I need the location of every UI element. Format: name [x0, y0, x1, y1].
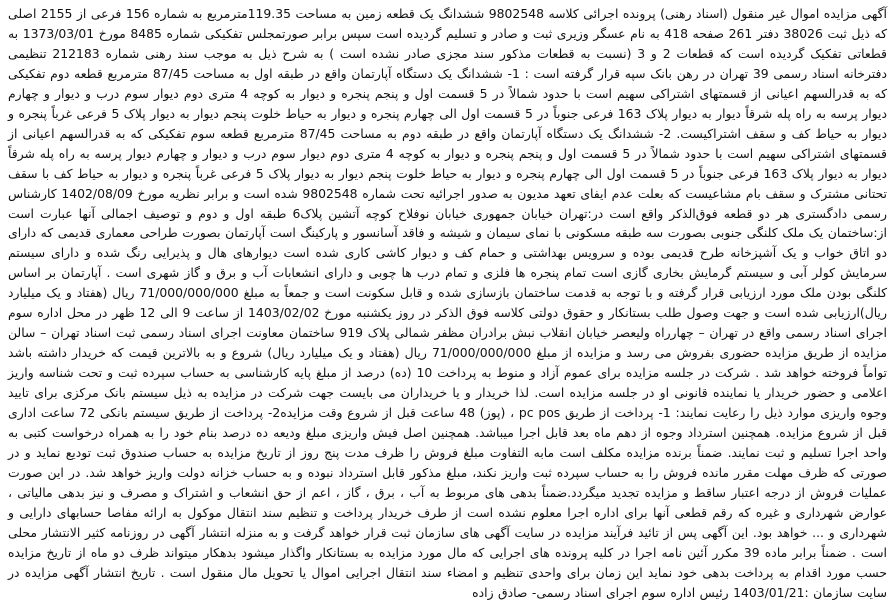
auction-notice-text: آگهی مزایده اموال غیر منقول (اسناد رهنی) پرونده اجرائی کلاسه 9802548 ششدانگ یک قطعه زمین به مساحت 119.35مترمربع به شماره 156 فرعی از 2155 اصلی که ذیل ثبت 38026 دفتر 261 صفحه 418 به نام عسگر وزیری ثبت و صادر و تسلیم گردیده است سپس برابر صورتمجلس تفکیکی شماره 8485 مورخ 1373/03/01 به قطعاتی تفکیک گردیده است که قطعات 2 و 3 (نسبت به قطعات مذکور سند مجزی صادر نشده است ) به شرح ذیل به موجب سند رهنی شماره 212183 تنظیمی دفترخانه اسناد رسمی 39 تهران در رهن بانک سپه قرار گرفته است : 1- ششدانگ یک دستگاه آپارتمان واقع در طبقه اول به مساحت 87/45 مترمربع قطعه دوم تفکیکی که به قدرالسهم اعیانی از قسمتهای اشتراکی سهیم است با حدود شمالاً در 5 قسمت اول و پنجم پنجره و دیوار به کوچه 4 متری دوم دیوار سوم درب و دیوار و چهارم دیوار پرسه به راه پله شرقاً دیوار به دیوار پلاک 163 فرعی جنوباً در 5 قسمت اول الی چهارم پنجره و دیوار به حیاط خلوت پنجم دیوار به دیوار پلاک 5 فرعی غرباً پنجره و دیوار به حیاط کف و سقف اشتراکیست. 2- ششدانگ یک دستگاه آپارتمان واقع در طبقه دوم به مساحت 87/45 مترمربع قطعه سوم تفکیکی که به قدرالسهم اعیانی از قسمتهای اشتراکی سهیم است با حدود شمالاً در 5 قسمت اول و پنجم پنجره و دیوار به کوچه 4 متری دوم دیوار سوم درب و دیوار و چهارم دیوار پرسه به راه پله شرقاً دیوار به دیوار پلاک 163 فرعی جنوباً در 5 قسمت اول الی چهارم پنجره و دیوار به حیاط خلوت پنجم دیوار به دیوار پلاک 5 فرعی غرباً پنجره و دیوار به حیاط کف با سقف تحتانی مشترک و سقف بام مشاعیست که بعلت عدم ایفای تعهد مدیون به صدور اجرائیه تحت شماره 9802548 شده است و برابر نظریه مورخ 1402/08/09 کارشناس رسمی دادگستری هر دو قطعه فوق‌الذکر واقع است در:تهران خیابان جمهوری خیابان نوفلاح کوچه آتشین پلاک6 طبقه اول و دوم و توصیف اجمالی آنها عبارت است از:ساختمان یک ملک کلنگی جنوبی بصورت سه طبقه مسکونی با نمای سیمان و شیشه و فاقد آسانسور و پارکینگ است آپارتمان بصورت طراحی معماری قدیمی که دارای دو اتاق خواب و یک آشپزخانه طرح قدیمی بوده و سرویس بهداشتی و حمام کف و دیوار کاشی کاری شده است دیوارهای هال و پذیرایی رنگ شده و دارای سیستم سرمایش کولر آبی و سیستم گرمایش بخاری گازی است تمام پنجره ها فلزی و تمام درب ها چوبی و دارای انشعابات آب و برق و گاز شهری است . آپارتمان بر اساس کلنگی بودن ملک مورد ارزیابی قرار گرفته و با توجه به قدمت ساختمان بازسازی شده و قابل سکونت است و جمعاً به مبلغ 71/000/000/000 ریال (هفتاد و یک میلیارد ریال)ارزیابی شده است و جهت وصول طلب بستانکار و حقوق دولتی کلاسه فوق الذکر در روز یکشنبه مورخ 1403/02/02 از ساعت 9 الی 12 ظهر در محل اداره سوم اجرای اسناد رسمی واقع در تهران – چهارراه ولیعصر خیابان انقلاب نبش برادران مظفر شمالی پلاک 919 ساختمان معاونت اجرای اسناد رسمی ثبت اسناد تهران – سالن مزایده از طریق مزایده حضوری بفروش می رسد و مزایده از مبلغ 71/000/000/000 ریال (هفتاد و یک میلیارد ریال) شروع و به بالاترین قیمت که خریدار داشته باشد تواماً فروخته خواهد شد . شرکت در جلسه مزایده برای عموم آزاد و منوط به پرداخت 10 (ده) درصد از مبلغ پایه کارشناسی به حساب سپرده ثبت و تحت شناسه واریز اعلامی و حضور خریدار یا نماینده قانونی او در جلسه مزایده است. لذا خریدار و یا خریداران می بایست جهت شرکت در مزایده به ذیل سیستم بانک مرکزی برای تایید وجوه واریزی موارد ذیل را رعایت نمایند: 1- پرداخت از طریق pc pos ، (پوز) 48 ساعت قبل از شروع وقت مزایده2- پرداخت از طریق سیستم بانکی 72 ساعت اداری قبل از شروع مزایده. همچنین استرداد وجوه از دهم ماه بعد قابل اجرا میباشد. همچنین اصل فیش واریزی مبلغ ودیعه ده درصد بنام خود را به همراه درخواست کتبی به واحد اجرا تسلیم و ثبت نمایند. ضمناً برنده مزایده مکلف است مابه التفاوت مبلغ فروش را ظرف مدت پنج روز از تاریخ مزایده به حساب صندوق ثبت تودیع نماید و در صورتی که ظرف مهلت مقرر مانده فروش را به حساب سپرده ثبت واریز نکند، مبلغ مذکور قابل استرداد نبوده و به حساب خزانه دولت واریز خواهد شد. در این صورت عملیات فروش از درجه اعتبار ساقط و مزایده تجدید میگردد.ضمناً بدهی های مربوط به آب ، برق ، گاز ، اعم از حق انشعاب و اشتراک و مصرف و نیز بدهی مالیاتی ، عوارض شهرداری و غیره که رقم قطعی آنها برای اداره اجرا معلوم نشده است از طرف خریدار پرداخت و تنظیم سند انتقال موکول به ارائه مفاصا حسابهای دارایی و شهرداری و ... خواهد بود. این آگهی پس از تائید فرآیند مزایده در سایت آگهی های سازمان ثبت قرار خواهد گرفت و به منزله انتشار آگهی در روزنامه کثیر الانتشار محلی است . ضمناً برابر ماده 39 مکرر آئین نامه اجرا در کلیه پرونده های اجرایی که مال مورد مزایده به بستانکار واگذار میشود بدهکار میتواند ظرف دو ماه از تاریخ مزایده حسب مورد اقدام به پرداخت بدهی خود نماید این زمان برای واحدی تنظیم و امضاء سند انتقال اجرایی اموال یا تحویل مال منقول است . تاریخ انتشار آگهی مزایده در سایت سازمان :1403/01/21 رئیس اداره سوم اجرای اسناد رسمی- صادق زاده: [8, 6, 888, 600]
